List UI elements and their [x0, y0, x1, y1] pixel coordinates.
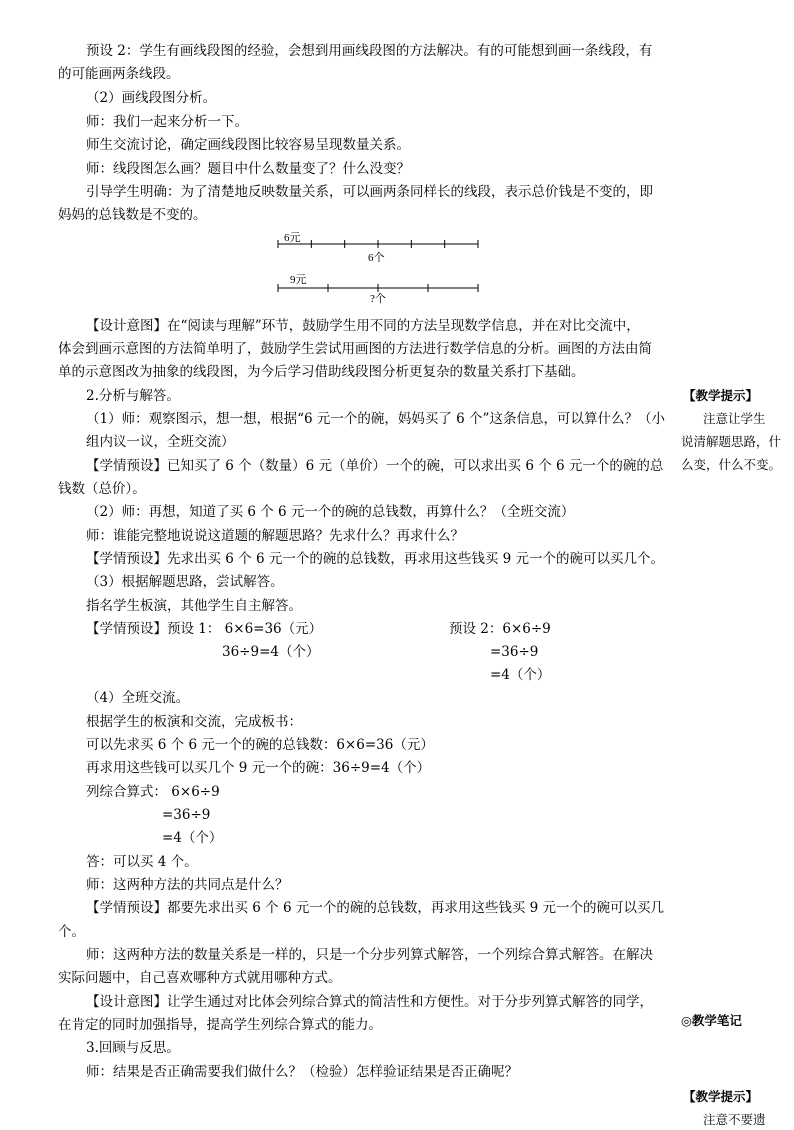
teacher-line: 师：我们一起来分析一下。	[86, 114, 248, 130]
combined-step-2: =36÷9	[162, 807, 211, 823]
preset-tag: 【学情预设】	[86, 900, 167, 916]
sidebar-notes-title: ◎教学笔记	[681, 1013, 742, 1028]
preset-text: 先求出买 6 个 6 元一个的碗的总钱数，再求用这些钱买 9 元一个的碗可以买几个。	[167, 551, 665, 567]
design-intent-tag: 【设计意图】	[86, 994, 167, 1010]
preset-3-cont: 个。	[58, 924, 85, 940]
preset-tag: 【学情预设】	[86, 621, 167, 637]
preset-2-calc-step2: =36÷9	[490, 644, 539, 660]
answer-line: 答：可以买 4 个。	[86, 854, 198, 870]
combined-step-3: =4（个）	[162, 830, 223, 846]
preset-1	[86, 456, 663, 476]
step-draw-segment: （2）画线段图分析。	[86, 90, 217, 106]
teacher-summary-cont: 实际问题中，自己喜欢哪种方式就用哪种方式。	[58, 970, 342, 986]
board-work: 指名学生板演，其他学生自主解答。	[86, 598, 302, 614]
sidebar-tip-line-2: 说清解题思路，什	[681, 434, 782, 449]
sidebar-tip-line-3: 么变，什么不变。	[681, 457, 782, 472]
design-intent-1	[86, 316, 640, 336]
segment-diagram	[270, 228, 490, 310]
top-total-label: 6个	[368, 252, 385, 264]
preset-3	[86, 898, 664, 918]
preset-2	[86, 549, 664, 569]
preset-2-calc: 预设 2：6×6÷9	[449, 621, 551, 637]
design-intent-text: 让学生通过对比体会列综合算式的简洁性和方便性。对于分步列算式解答的同学，	[167, 994, 653, 1010]
teacher-verify: 师：结果是否正确需要我们做什么？（检验）怎样验证结果是否正确呢？	[86, 1064, 518, 1080]
design-intent-1-cont2: 单的示意图改为抽象的线段图，为今后学习借助线段图分析更复杂的数量关系打下基础。	[58, 364, 585, 380]
discussion-line: 师生交流讨论，确定画线段图比较容易呈现数量关系。	[86, 137, 410, 153]
preset-text: 都要先求出买 6 个 6 元一个的碗的总钱数，再求用这些钱买 9 元一个的碗可以买几	[167, 900, 665, 916]
preset-calc-a	[86, 619, 322, 639]
board-summary-intro: 根据学生的板演和交流，完成板书：	[86, 714, 302, 730]
section-analysis: 2.分析与解答。	[86, 388, 180, 404]
preset-2-calc-step3: =4（个）	[490, 667, 551, 683]
board-line-1: 可以先求买 6 个 6 元一个的碗的总钱数：6×6=36（元）	[86, 737, 434, 753]
guide-line: 引导学生明确：为了清楚地反映数量关系，可以画两条同样长的线段，表示总价钱是不变的，即	[86, 184, 653, 200]
preset-text: 已知买了 6 个（数量）6 元（单价）一个的碗，可以求出买 6 个 6 元一个的碗的总	[167, 458, 664, 474]
section-review: 3.回顾与反思。	[86, 1040, 180, 1056]
bottom-total-label: ?个	[370, 293, 386, 305]
design-intent-text: 在“阅读与理解”环节，鼓励学生用不同的方法呈现数学信息，并在对比交流中，	[167, 318, 640, 334]
step-1-question-cont: 组内议一议，全班交流）	[86, 434, 235, 450]
combined-formula: 列综合算式： 6×6÷9	[86, 784, 220, 800]
step-2-question: （2）师：再想，知道了买 6 个 6 元一个的碗的总钱数，再算什么？（全班交流）	[86, 504, 575, 520]
teacher-ask-approach: 师：谁能完整地说说这道题的解题思路？先求什么？再求什么？	[86, 528, 464, 544]
sidebar-tip2-line-1: 注意不要遗	[703, 1112, 766, 1127]
top-unit-label: 6元	[284, 232, 301, 244]
board-line-2: 再求用这些钱可以买几个 9 元一个的碗：36÷9=4（个）	[86, 760, 431, 776]
sidebar-tip2-title: 【教学提示】	[683, 1089, 759, 1104]
design-intent-2	[86, 992, 653, 1012]
para-preset2: 预设 2：学生有画线段图的经验，会想到用画线段图的方法解决。有的可能想到画一条线段，有	[86, 43, 653, 59]
guide-line-cont: 妈妈的总钱数是不变的。	[58, 207, 207, 223]
design-intent-tag: 【设计意图】	[86, 318, 167, 334]
sidebar-tip-line-1: 注意让学生	[703, 411, 766, 426]
teacher-common-point: 师：这两种方法的共同点是什么？	[86, 877, 289, 893]
bottom-unit-label: 9元	[290, 274, 307, 286]
design-intent-1-cont: 体会到画示意图的方法简单明了，鼓励学生尝试用画图的方法进行数学信息的分析。画图的方法由简	[58, 341, 652, 357]
step-4: （4）全班交流。	[86, 690, 190, 706]
preset-1-calc: 预设 1： 6×6=36（元）	[167, 621, 323, 637]
para-preset2-cont: 的可能画两条线段。	[58, 66, 180, 82]
preset-1-cont: 钱数（总价）。	[58, 481, 146, 497]
preset-1-calc-step2: 36÷9=4（个）	[222, 644, 320, 660]
step-3: （3）根据解题思路，尝试解答。	[86, 574, 284, 590]
sidebar-tip-title: 【教学提示】	[683, 388, 759, 403]
preset-tag: 【学情预设】	[86, 551, 167, 567]
step-1-question: （1）师：观察图示，想一想，根据“6 元一个的碗，妈妈买了 6 个”这条信息，可以算什么？（小	[86, 411, 665, 427]
teacher-question: 师：线段图怎么画？题目中什么数量变了？什么没变？	[86, 161, 410, 177]
teacher-summary: 师：这两种方法的数量关系是一样的，只是一个分步列算式解答，一个列综合算式解答。在解决	[86, 947, 653, 963]
design-intent-2-cont: 在肯定的同时加强指导，提高学生列综合算式的能力。	[58, 1017, 382, 1033]
preset-tag: 【学情预设】	[86, 458, 167, 474]
